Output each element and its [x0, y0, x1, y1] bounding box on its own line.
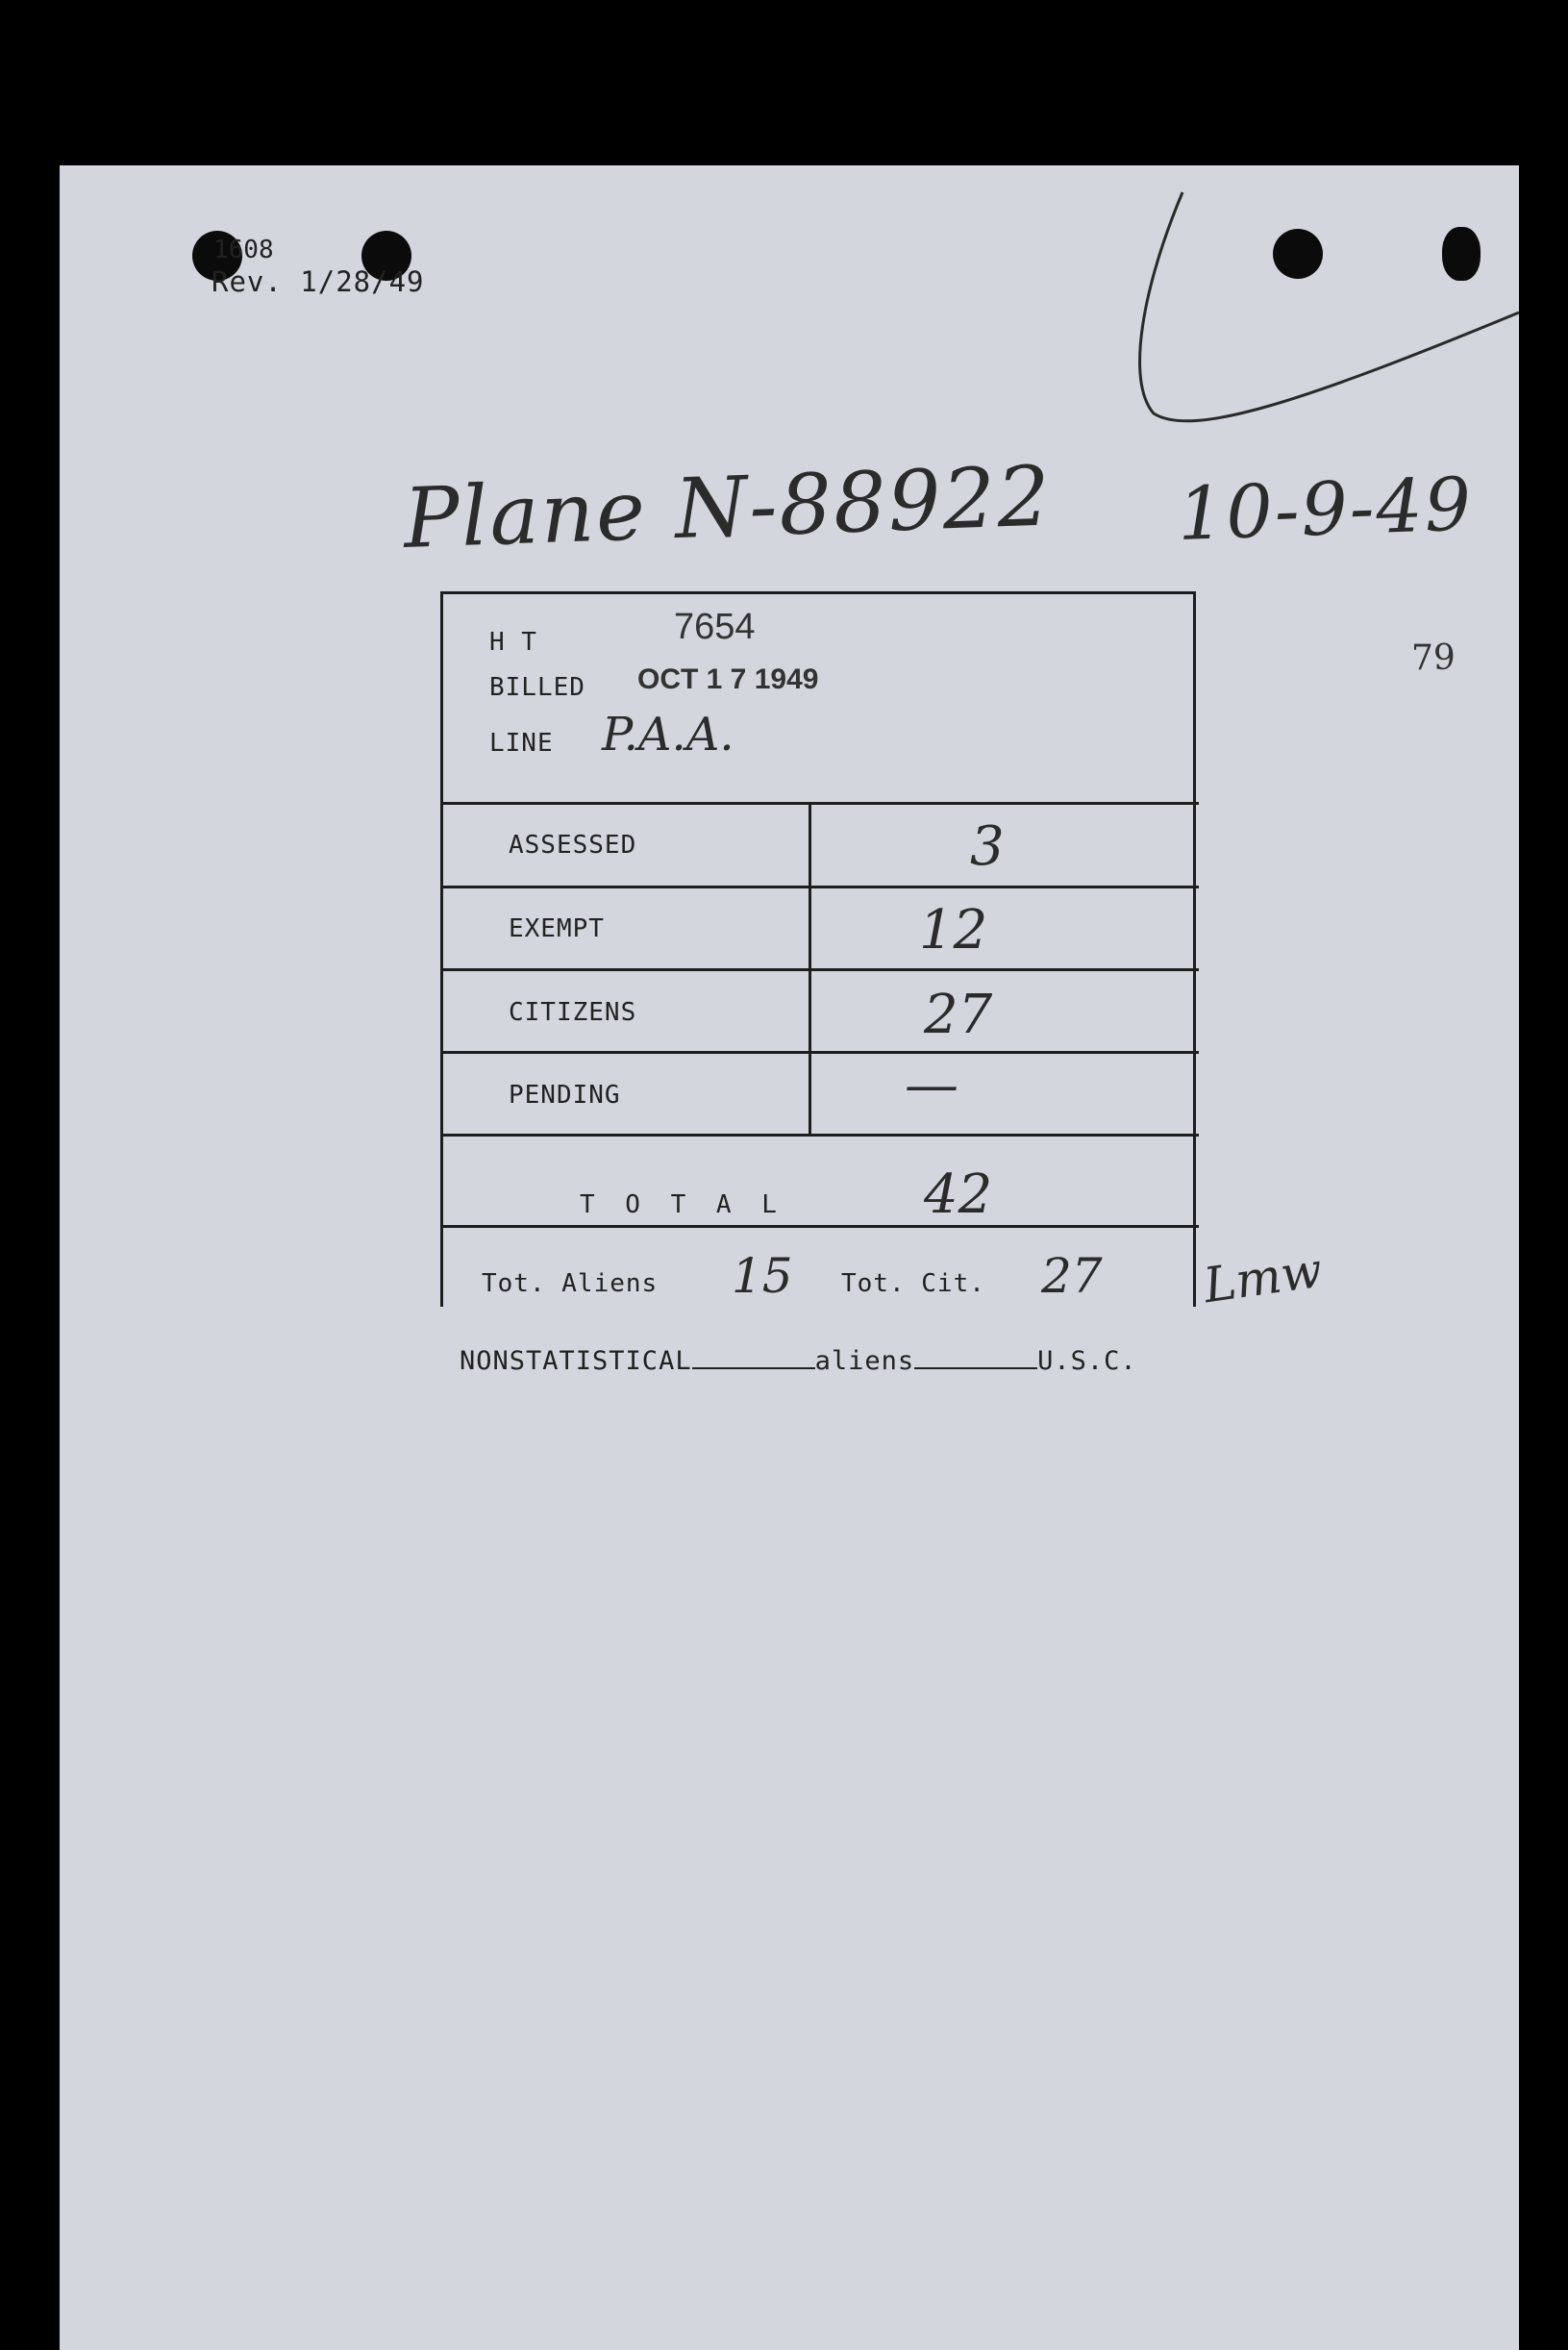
row-divider — [443, 1134, 1199, 1137]
header-divider — [443, 802, 1199, 805]
nonstatistical-usc-label: U.S.C. — [1037, 1346, 1137, 1376]
pen-stroke-mark — [1106, 188, 1529, 438]
total-citizens-value: 27 — [1041, 1248, 1103, 1304]
nonstatistical-usc-blank — [914, 1367, 1037, 1369]
row-divider — [443, 968, 1199, 971]
row-label-pending: PENDING — [509, 1081, 621, 1110]
nonstatistical-label: NONSTATISTICAL — [460, 1346, 692, 1376]
total-aliens-value: 15 — [732, 1248, 793, 1304]
billed-label: BILLED — [489, 673, 585, 702]
row-value-pending: — — [905, 1054, 958, 1116]
row-value-citizens: 27 — [924, 984, 993, 1046]
row-label-citizens: CITIZENS — [509, 998, 637, 1027]
billed-date-stamp: OCT 1 7 1949 — [637, 663, 819, 695]
total-label: T O T A L — [580, 1190, 784, 1219]
row-divider — [443, 886, 1199, 888]
total-aliens-label: Tot. Aliens — [482, 1269, 659, 1298]
ht-value: 7654 — [674, 607, 756, 647]
date-handwritten: 10-9-49 — [1176, 461, 1475, 557]
ht-label: H T — [489, 628, 537, 657]
line-label: LINE — [489, 729, 554, 758]
manifest-summary-box — [440, 591, 1196, 1307]
line-value-handwritten: P.A.A. — [602, 708, 734, 762]
nonstatistical-aliens-label: aliens — [814, 1346, 915, 1376]
row-value-assessed: 3 — [970, 815, 1005, 878]
nonstatistical-aliens-blank — [692, 1367, 815, 1369]
form-revision: Rev. 1/28/49 — [212, 265, 425, 298]
page-number: 79 — [1411, 638, 1456, 678]
form-number: 1608 — [213, 236, 274, 264]
total-divider — [443, 1225, 1199, 1228]
total-citizens-label: Tot. Cit. — [841, 1269, 985, 1298]
total-value: 42 — [924, 1163, 993, 1226]
nonstatistical-line — [460, 1346, 1137, 1376]
row-label-exempt: EXEMPT — [509, 914, 605, 943]
initials-handwritten: Lmw — [1200, 1241, 1326, 1314]
plane-number-handwritten: Plane N-88922 — [402, 448, 1054, 567]
row-value-exempt: 12 — [919, 899, 988, 962]
row-label-assessed: ASSESSED — [509, 831, 637, 860]
row-divider — [443, 1051, 1199, 1054]
